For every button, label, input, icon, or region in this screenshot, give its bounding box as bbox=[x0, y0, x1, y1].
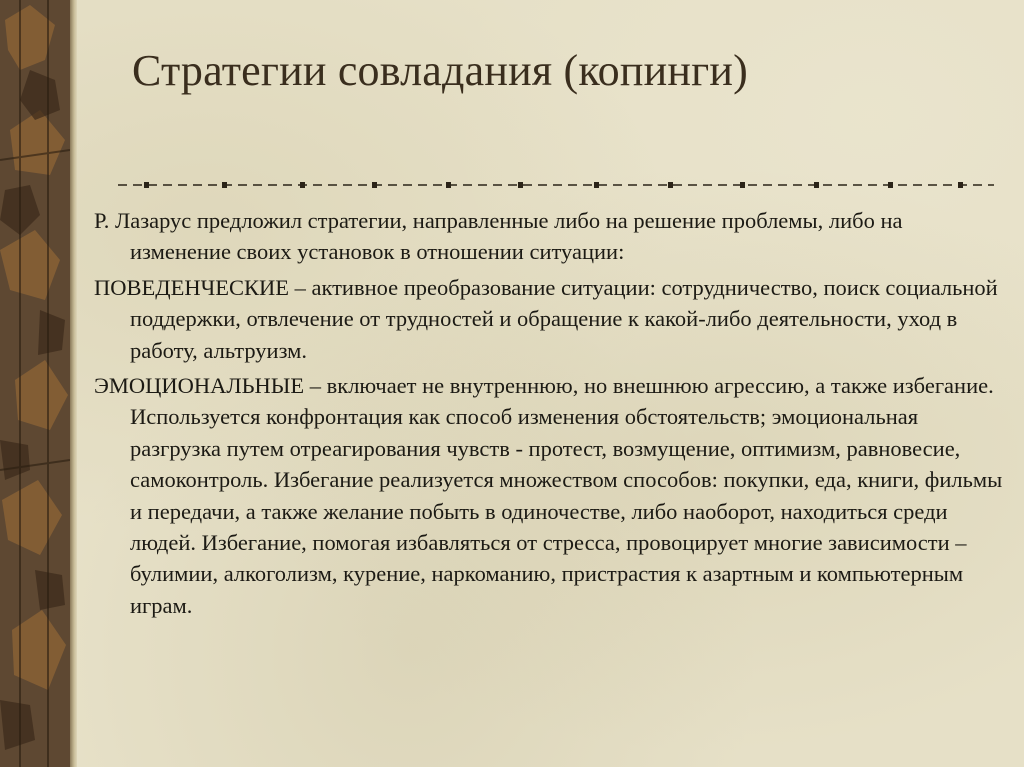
dotted-divider bbox=[118, 178, 994, 192]
paragraph-emotional: ЭМОЦИОНАЛЬНЫЕ – включает не внутреннюю, но внешнюю агрессию, а также избегание. Используется конфронтация как способ изменения обстоятельств; эмоциональная разгрузка путем отреагирования чувств - протест, возмущение, оптимизм, равновесие, самоконтроль. Избегание реализуется множеством способов: покупки, еда, книги, фильмы и передачи, а также желание побыть в одиночестве, либо наоборот, находиться среди людей. Избегание, помогая избавляться от стресса, провоцирует многие зависимости – булимии, алкоголизм, курение, наркоманию, пристрастия к азартным и компьютерным играм. bbox=[94, 373, 1003, 618]
paragraph-behavioral: ПОВЕДЕНЧЕСКИЕ – активное преобразование ситуации: сотрудничество, поиск социальной поддержки, отвлечение от трудностей и обращение к какой-либо деятельности, уход в работу, альтруизм. bbox=[94, 274, 998, 363]
slide-body bbox=[94, 205, 1004, 625]
decorative-side-strip bbox=[0, 0, 70, 767]
leaf-pattern-graphic bbox=[0, 0, 70, 767]
paragraph-lazarus: Р. Лазарус предложил стратегии, направленные либо на решение проблемы, либо на изменение своих установок в отношении ситуации: bbox=[94, 208, 903, 265]
strip-edge-shadow bbox=[70, 0, 77, 767]
slide-title: Стратегии совладания (копинги) bbox=[132, 46, 748, 95]
